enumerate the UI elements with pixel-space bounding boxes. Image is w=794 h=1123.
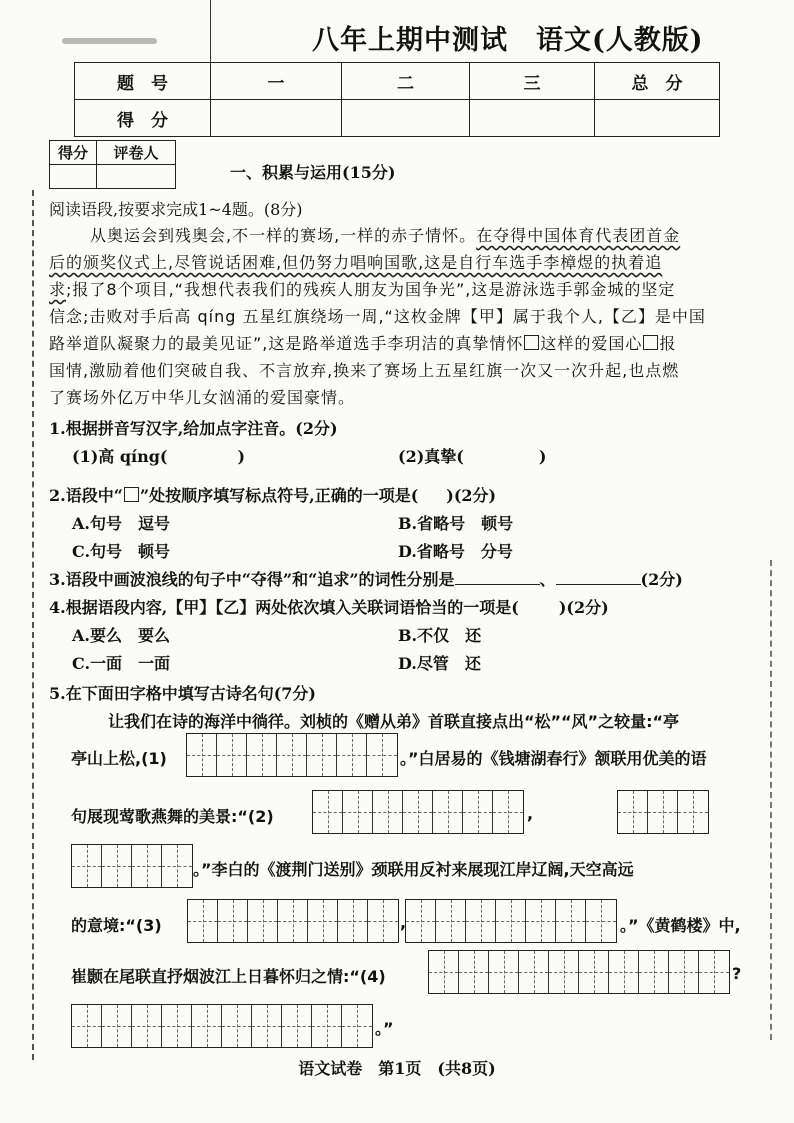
binding-line — [210, 0, 211, 62]
score-cell-part-1[interactable] — [211, 100, 342, 137]
wavy-sentence: 在夺得中国体育代表团首金 — [476, 226, 681, 245]
q5-line-1: 让我们在诗的海洋中徜徉。刘桢的《赠从弟》首联直接点出“松”“风”之较量:“亭 — [108, 712, 679, 731]
passage-line-4: 信念;击败对手后高 qíng 五星红旗绕场一周,“这枚金牌【甲】属于我个人,【乙】是中国 — [49, 307, 706, 326]
poem-grid-3b[interactable] — [405, 899, 617, 943]
passage-text: 报 — [659, 334, 677, 353]
passage-text: 这样的爱国心 — [540, 334, 643, 353]
grader-score-cell[interactable] — [50, 165, 97, 189]
q5-line-3-start: 句展现莺歌燕舞的美景:“(2) — [71, 807, 274, 826]
passage-line-1 — [90, 223, 680, 246]
passage-text: 从奥运会到残奥会,不一样的赛场,一样的赤子情怀。 — [90, 226, 477, 245]
passage-line-7: 了赛场外亿万中华儿女汹涌的爱国豪情。 — [49, 388, 356, 407]
q4-option-a: A.要么 要么 — [72, 626, 170, 645]
q5-line-2-start: 亭山上松,(1) — [71, 749, 167, 768]
q5-stem: 5.在下面田字格中填写古诗名句(7分) — [49, 684, 316, 703]
passage-line-2 — [49, 250, 662, 273]
score-header-part-3: 三 — [470, 63, 595, 100]
q4-option-d: D.尽管 还 — [398, 654, 481, 673]
poem-grid-1[interactable] — [186, 733, 398, 777]
q1-part-a: (1)高 qíng( ) — [72, 447, 246, 466]
q1-stem: 1.根据拼音写汉字,给加点字注音。(2分) — [49, 419, 338, 438]
q3-answer-1[interactable] — [455, 584, 540, 585]
score-header-part-1: 一 — [211, 63, 342, 100]
q5-comma-3: , — [400, 913, 407, 932]
q3-answer-2[interactable] — [556, 584, 641, 585]
passage-line-5 — [49, 331, 676, 354]
q5-line-5-start: 的意境:“(3) — [71, 916, 162, 935]
grader-table — [49, 140, 176, 189]
page-footer: 语文试卷 第1页 (共8页) — [298, 1059, 496, 1078]
poem-grid-2a[interactable] — [312, 790, 524, 834]
passage-text: 路举道队凝聚力的最美见证”,这是路举道选手李玥洁的真挚情怀 — [49, 334, 524, 353]
score-cell-part-3[interactable] — [470, 100, 595, 137]
blank-box-icon — [124, 487, 139, 502]
q5-line-7-end: 。” — [375, 1019, 394, 1038]
q4-option-b: B.不仅 还 — [398, 626, 482, 645]
grader-score-label: 得分 — [50, 141, 97, 165]
score-header-part-2: 二 — [342, 63, 470, 100]
q5-line-2-end: 。”白居易的《钱塘湖春行》颔联用优美的语 — [400, 749, 707, 768]
q2-option-b: B.省略号 顿号 — [398, 514, 514, 533]
grader-name-cell[interactable] — [97, 165, 176, 189]
q2-option-d: D.省略号 分号 — [398, 542, 513, 561]
wavy-sentence: 求 — [49, 280, 67, 299]
blank-box — [524, 335, 539, 350]
blank-box — [643, 335, 658, 350]
binding-dashed-line — [32, 190, 34, 1060]
q2-option-a: A.句号 逗号 — [72, 514, 170, 533]
grader-name-label: 评卷人 — [97, 141, 176, 165]
wavy-sentence: 后的颁奖仪式上,尽管说话困难,但仍努力唱响国歌,这是自行车选手李樟煜的执着追 — [49, 253, 663, 272]
q3-stem: 3.语段中画波浪线的句子中“夺得”和“追求”的词性分别是 、 (2分) — [49, 570, 683, 589]
scan-smudge — [62, 38, 157, 44]
score-header-total: 总 分 — [595, 63, 720, 100]
score-cell-part-2[interactable] — [342, 100, 470, 137]
section-1-title: 一、积累与运用(15分) — [230, 163, 396, 182]
passage-line-6: 国情,激励着他们突破自我、不言放弃,换来了赛场上五星红旗一次又一次升起,也点燃 — [49, 361, 680, 380]
q1-part-b: (2)真挚( ) — [398, 447, 547, 466]
poem-grid-2b-start[interactable] — [617, 790, 709, 834]
score-table-score-row — [75, 100, 720, 137]
score-header-question-no: 题 号 — [75, 63, 211, 100]
score-table-header-row — [75, 63, 720, 100]
poem-grid-2b-end[interactable] — [71, 844, 193, 888]
q5-line-6-start: 崔颢在尾联直抒烟波江上日暮怀归之情:“(4) — [71, 967, 386, 986]
q4-stem: 4.根据语段内容,【甲】【乙】两处依次填入关联词语恰当的一项是( )(2分) — [49, 598, 609, 617]
q4-option-c: C.一面 一面 — [72, 654, 171, 673]
q5-line-5-end: 。”《黄鹤楼》中, — [620, 916, 741, 935]
q5-comma-2: , — [527, 804, 534, 823]
section-1-instruction: 阅读语段,按要求完成1~4题。(8分) — [49, 200, 303, 219]
score-table — [74, 62, 720, 137]
score-cell-total[interactable] — [595, 100, 720, 137]
q5-question-mark: ? — [732, 964, 742, 983]
score-row-label: 得 分 — [75, 100, 211, 137]
exam-title: 八年上期中测试 语文(人教版) — [312, 25, 704, 56]
q2-stem: 2.语段中“ ”处按顺序填写标点符号,正确的一项是( )(2分) — [49, 486, 497, 505]
poem-grid-3a[interactable] — [187, 899, 399, 943]
right-dashed-line — [770, 560, 772, 1040]
q2-option-c: C.句号 顿号 — [72, 542, 171, 561]
poem-grid-4b[interactable] — [71, 1004, 373, 1048]
poem-grid-4a[interactable] — [428, 950, 730, 994]
passage-text: ;报了8个项目,“我想代表我们的残疾人朋友为国争光”,这是游泳选手郭金城的坚定 — [66, 280, 676, 299]
passage-line-3 — [49, 277, 675, 300]
q5-line-4: 。”李白的《渡荆门送别》颈联用反衬来展现江岸辽阔,天空高远 — [193, 860, 634, 879]
